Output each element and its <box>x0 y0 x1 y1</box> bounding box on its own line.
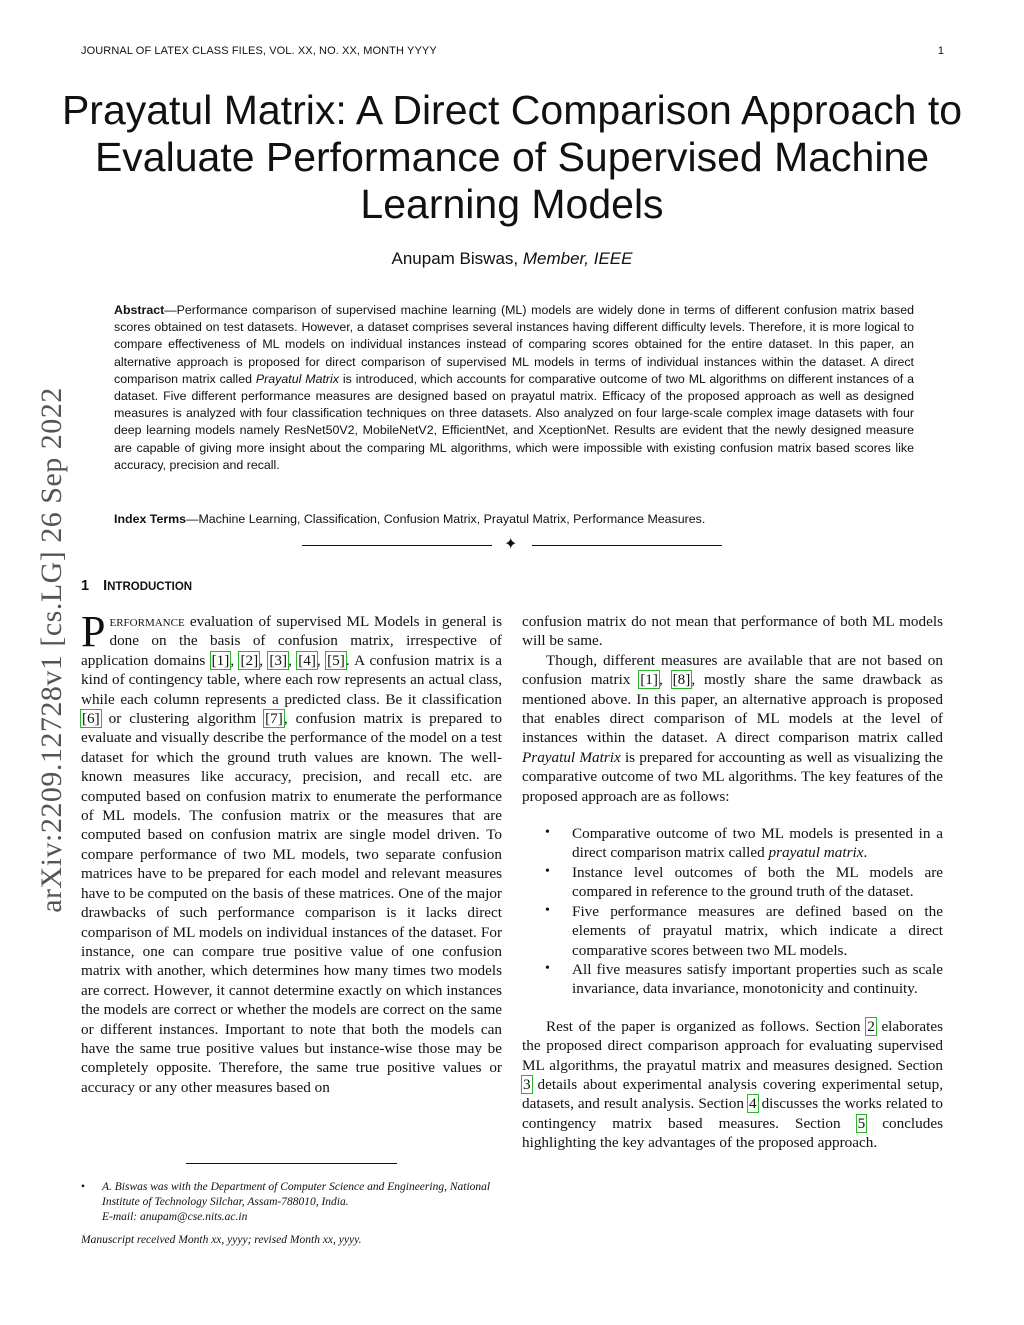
paragraph-emphasis: Prayatul Matrix <box>522 748 621 766</box>
index-terms-text: —Machine Learning, Classification, Confusion Matrix, Prayatul Matrix, Performance Measures. <box>186 512 706 526</box>
list-item <box>572 824 943 863</box>
list-item-emphasis: prayatul matrix <box>768 844 864 862</box>
right-column <box>522 612 943 1153</box>
paragraph-text: discusses the works related to contingency matrix based measures. Section <box>522 1095 943 1132</box>
author-name: Anupam Biswas, <box>391 249 519 268</box>
index-terms-label: Index Terms <box>114 512 187 526</box>
section-link[interactable]: 4 <box>748 1095 757 1113</box>
section-title-rest: NTRODUCTION <box>107 581 193 593</box>
citation-link[interactable]: [4] <box>298 651 316 669</box>
section-link[interactable]: 5 <box>857 1114 866 1132</box>
citation-link[interactable]: [1] <box>640 671 658 689</box>
footnote <box>81 1180 502 1225</box>
citation-separator: , <box>316 651 327 669</box>
intro-text-b: . A confusion matrix is a kind of contingency table, where each row represents an actual class, while each column represents a predicted class. Be it classification <box>81 651 502 708</box>
paragraph: confusion matrix do not mean that performance of both ML models will be same. <box>522 613 943 650</box>
manuscript-note: Manuscript received Month xx, yyyy; revised Month xx, yyyy. <box>81 1234 362 1246</box>
paper-title: Prayatul Matrix: A Direct Comparison Approach to Evaluate Performance of Supervised Machine Learning Models <box>61 87 963 227</box>
section-divider <box>302 537 722 557</box>
citation-link[interactable]: [1] <box>211 651 230 669</box>
paragraph <box>522 651 943 806</box>
author-affiliation: Member, IEEE <box>522 249 633 268</box>
citation-separator: , <box>259 651 269 669</box>
footnote-body <box>81 1180 502 1225</box>
footnote-affiliation: • A. Biswas was with the Department of Computer Science and Engineering, National Institute of Technology Silchar, Assam-788010, India. <box>102 1181 491 1208</box>
list-item-text: Comparative outcome of two ML models is presented in a direct comparison matrix called <box>572 825 943 862</box>
divider-star-icon: ✦ <box>504 536 518 553</box>
paragraph-text: Though, different measures are available that are not based on confusion matrix <box>522 651 943 689</box>
abstract-label: Abstract <box>114 303 165 317</box>
paragraph-text: , mostly share the same drawback as mentioned above. In this paper, an alternative approach is proposed that enables direct comparison of ML models at the level of instances within the dataset. A direct comparison matrix called <box>522 671 943 747</box>
paragraph-text: details about experimental analysis covering experimental setup, datasets, and result analysis. Section <box>522 1075 943 1113</box>
list-item-text: . <box>863 844 868 862</box>
section-link[interactable]: 2 <box>867 1017 875 1035</box>
intro-text-d: , confusion matrix is prepared to evaluate and visually describe the performance of the model on a test dataset for which the ground truth values are known. The well-known measures like accuracy, precision, and recall etc. are computed based on confusion matrix to enumerate the performance of ML models. The confusion matrix or the measures that are computed based on confusion matrix are single model driven. To compare performance of two ML models, two separate confusion matrices have to be prepared for each model and relevant measures have to be computed on the basis of these matrices. One of the major drawbacks of such performance comparison is it lacks direct comparison of ML models on individual instances of the dataset. For instance, one can compare true positive value of one confusion matrix with another, which determines how many times two models are correct. However, it cannot determine exactly on which instances the models are correct or whether the models are correct on the same or different instances. Important to note that both the models can have the same true positive values but instance-wise those may be completely opposite. Therefore, the same true positive values or accuracy or any other measures based on <box>81 710 503 1096</box>
divider-line-left <box>302 545 492 546</box>
intro-paragraph <box>81 607 503 1097</box>
citation-link[interactable]: [8] <box>672 671 691 689</box>
list-item: • Five performance measures are defined based on the elements of prayatul matrix, which indicate a direct comparative scores between two ML models. <box>572 902 943 960</box>
paragraph-text: concludes highlighting the key advantages of the proposed approach. <box>522 1114 943 1152</box>
paragraph <box>522 1017 943 1153</box>
citation-separator: , <box>658 671 672 689</box>
intro-text-c: or clustering algorithm <box>100 710 265 728</box>
citation-link[interactable]: [6] <box>82 710 100 728</box>
citation-link[interactable]: [5] <box>327 651 345 669</box>
section-link[interactable]: 3 <box>523 1075 531 1093</box>
list-item: • Instance level outcomes of both the ML models are compared in reference to the ground truth of the dataset. <box>572 863 943 902</box>
section-number: 1 <box>81 578 90 594</box>
abstract <box>114 302 914 474</box>
index-terms <box>114 511 914 528</box>
drop-cap: P <box>81 607 106 656</box>
intro-text-a: evaluation of supervised ML Models in general is done on the basis of confusion matrix, irrespective of application domains <box>81 613 502 669</box>
author-line <box>0 249 1024 269</box>
list-item: • All five measures satisfy important properties such as scale invariance, data invariance, monotonicity and continuity. <box>572 960 943 999</box>
divider-line-right <box>532 545 722 546</box>
citation-separator: , <box>230 651 240 669</box>
citation-separator: , <box>288 651 298 669</box>
paragraph-text: Rest of the paper is organized as follows. Section <box>546 1017 867 1035</box>
section-title-initial: I <box>103 578 108 594</box>
page-number: 1 <box>937 45 944 57</box>
abstract-text-2: is introduced, which accounts for comparative outcome of two ML algorithms on different instances of a dataset. Five different performance measures are designed based on prayatul matrix. Efficacy of the proposed approach as well as designed measures is analyzed with four classification techniques on three datasets. Also analyzed on four large-scale complex image datasets with four deep learning models namely ResNet50V2, MobileNetV2, EfficientNet, and XceptionNet. Results are evident that the newly designed measure are capable of giving more insight about the comparing ML algorithms, which were impossible with existing confusion matrix based scores like accuracy, precision and recall. <box>114 371 914 472</box>
citation-link[interactable]: [2] <box>240 651 259 669</box>
feature-list <box>522 824 943 999</box>
citation-link[interactable]: [3] <box>269 651 288 669</box>
abstract-emphasis: Prayatul Matrix <box>255 371 339 386</box>
section-heading <box>81 578 192 594</box>
paragraph-text: is prepared for accounting as well as visualizing the comparative outcome of two ML algorithms. The key features of the proposed approach are as follows: <box>522 748 943 805</box>
smallcaps-word: erformance <box>109 613 185 630</box>
left-column <box>81 607 503 1097</box>
footnote-email: E-mail: anupam@cse.nits.ac.in <box>102 1211 248 1223</box>
abstract-text-1: —Performance comparison of supervised machine learning (ML) models are widely done in terms of different confusion matrix based scores obtained on test datasets. However, a dataset comprises several instances having different difficulty levels. Therefore, it is more logical to compare effectiveness of ML models on individual instances instead of comparing scores obtained for the entire dataset. In this paper, an alternative approach is proposed for direct comparison of supervised ML models in terms of individual instances within the dataset. A direct comparison matrix called <box>114 303 914 386</box>
citation-link[interactable]: [7] <box>265 710 283 728</box>
arxiv-stamp: arXiv:2209.12728v1 [cs.LG] 26 Sep 2022 <box>35 387 68 913</box>
paragraph-text: elaborates the proposed direct comparison approach for evaluating supervised ML algorithms, the prayatul matrix and measures designed. Section <box>522 1017 944 1074</box>
running-header: JOURNAL OF LATEX CLASS FILES, VOL. XX, NO. XX, MONTH YYYY <box>81 45 437 57</box>
footnote-rule <box>186 1163 397 1164</box>
